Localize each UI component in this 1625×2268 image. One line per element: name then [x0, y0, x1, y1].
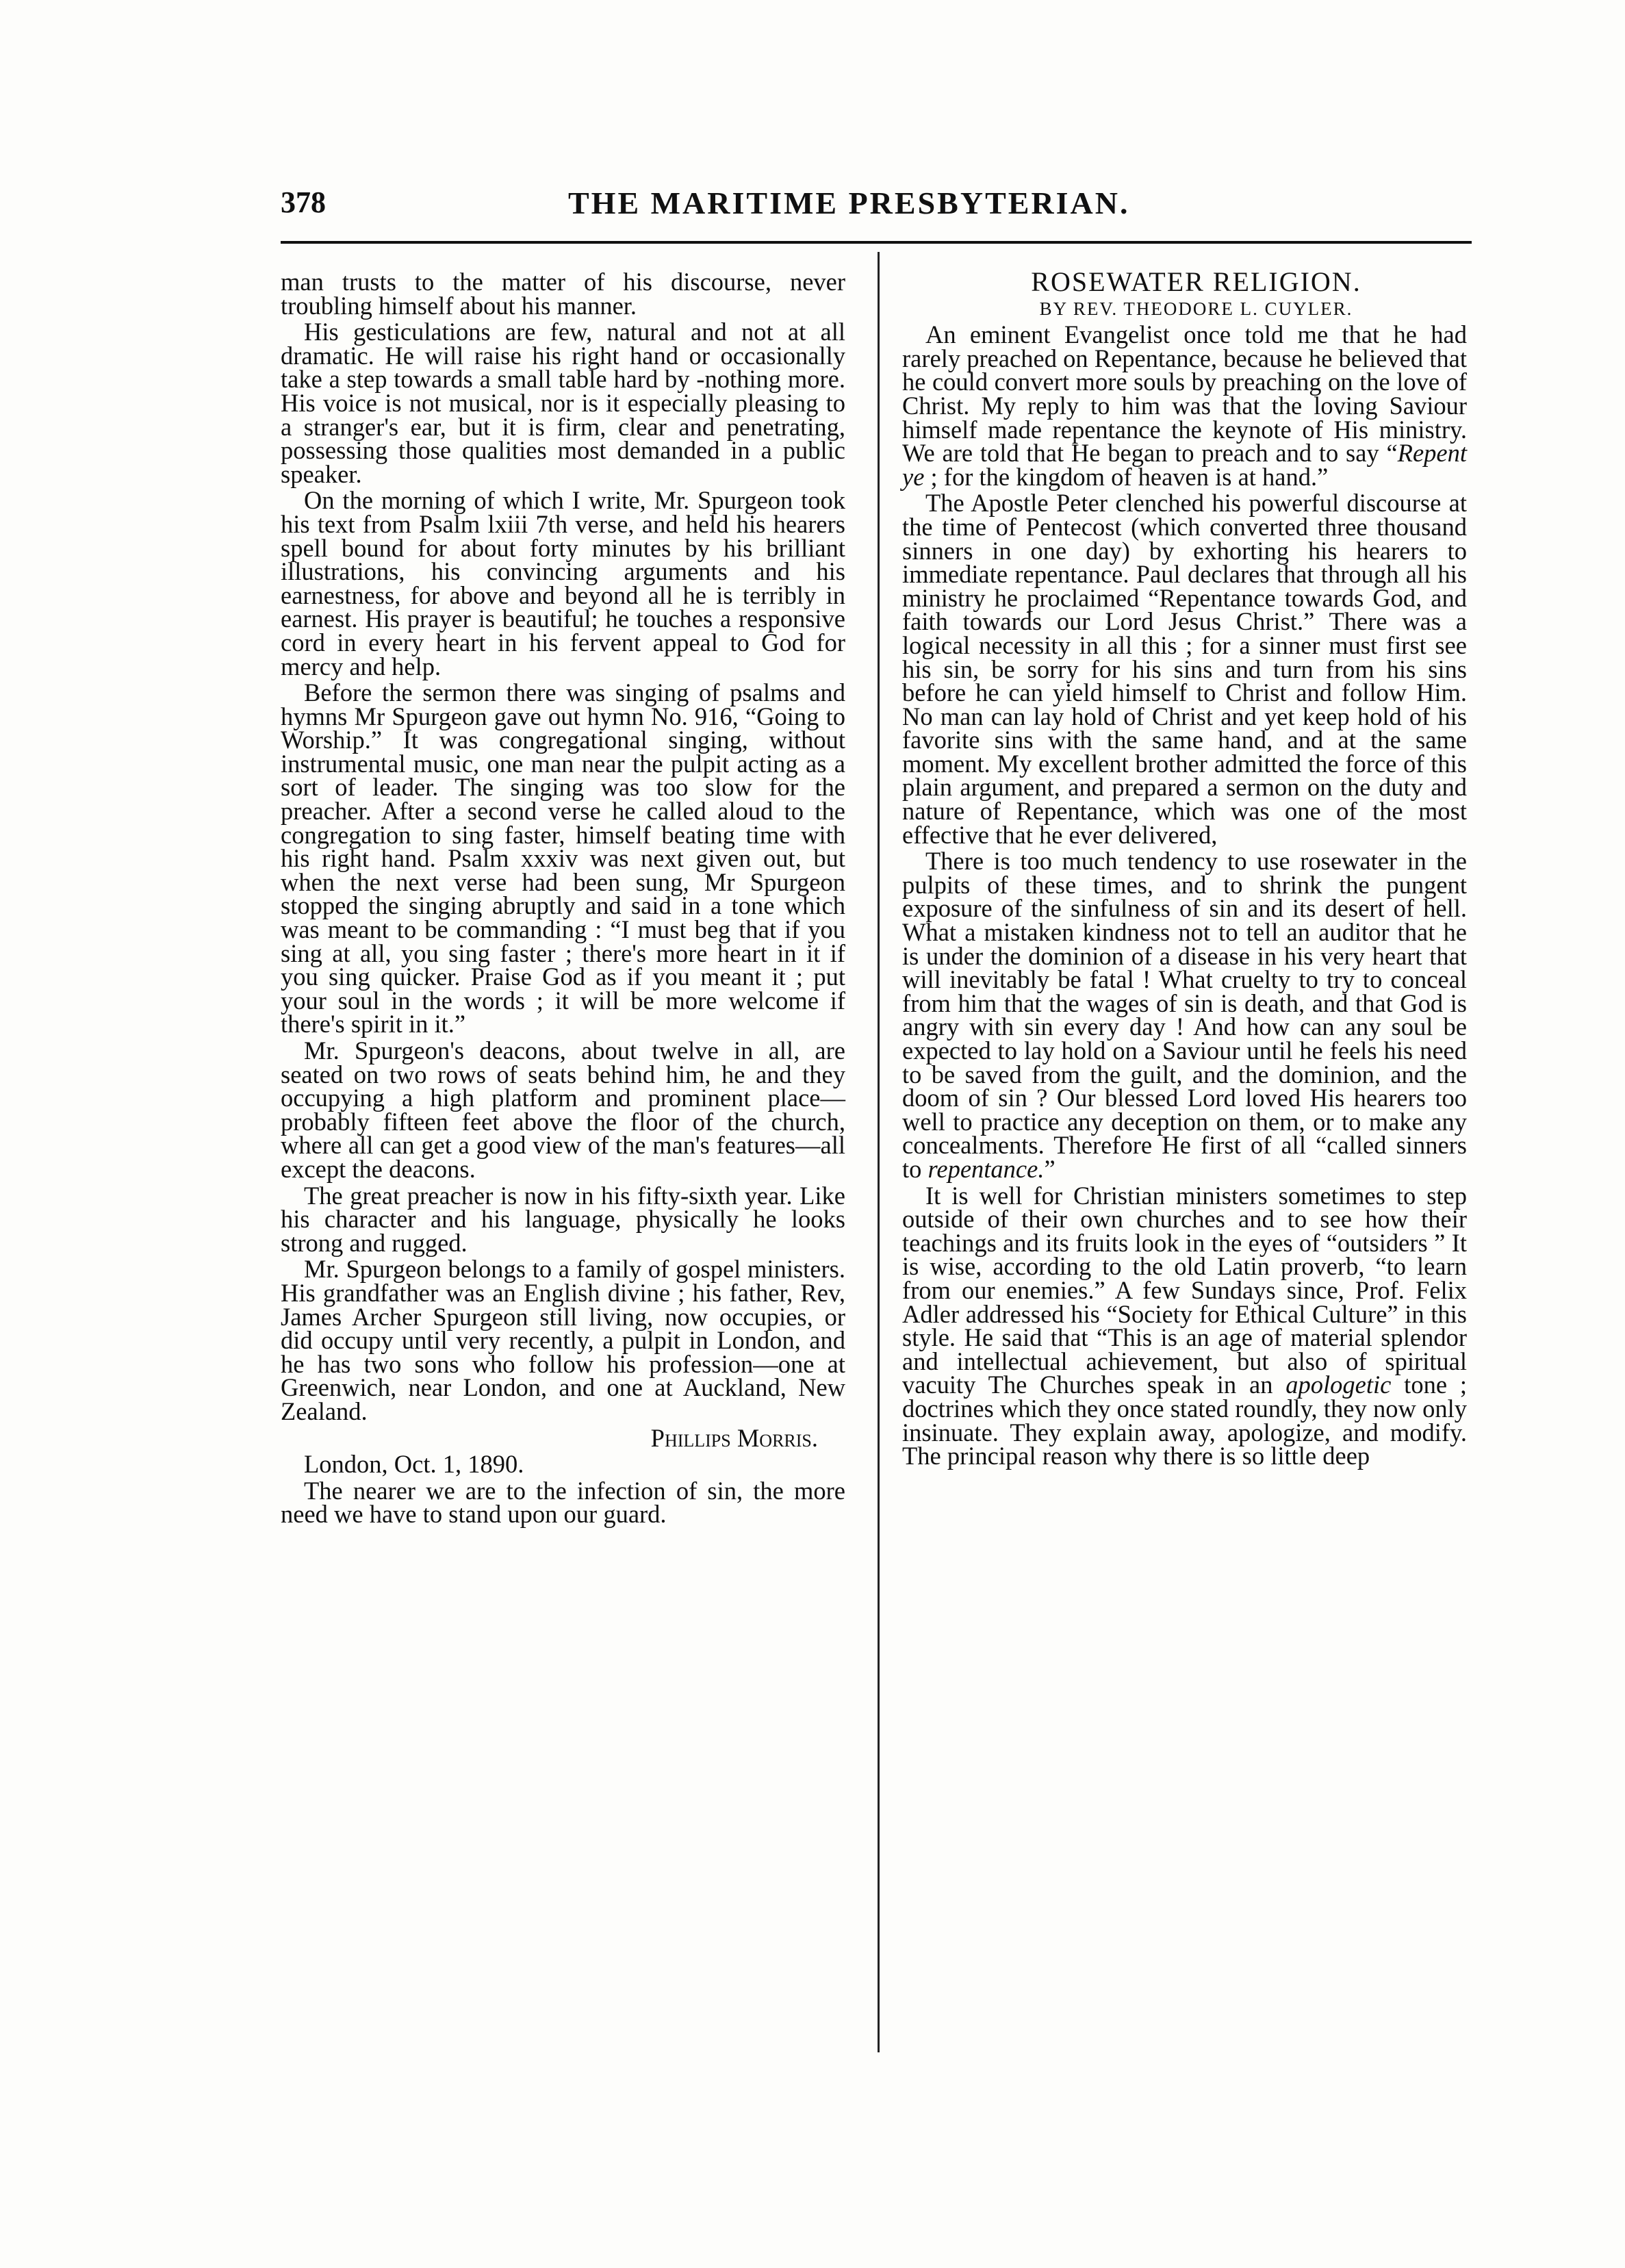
author-signature: Phillips Morris.	[650, 1423, 818, 1452]
page-number: 378	[281, 186, 326, 219]
column-divider	[878, 252, 880, 2052]
right-column	[902, 266, 1467, 1471]
paragraph-text: It is well for Christian ministers sometimes to step outside of their own churches and to see how their teachings and its fruits look in the eyes of “outsiders ” It is wise, according to the old Latin proverb, “to learn from our enemies.” A few Sundays since, Prof. Felix Adler addressed his “Society for Ethical Culture” in this style. He said that “This is an age of material splendor and intellectual achievement, but also of spiritual vacuity The Churches speak in an	[902, 1181, 1467, 1399]
paragraph: Mr. Spurgeon's deacons, about twelve in all, are seated on two rows of seats behind him, he and they occupying a high platform and prominent place—probably fifteen feet above the floor of the church, where all can get a good view of the man's features—all except the deacons.	[281, 1036, 845, 1183]
running-title: THE MARITIME PRESBYTERIAN.	[568, 186, 1130, 220]
paragraph: On the morning of which I write, Mr. Spurgeon took his text from Psalm lxiii 7th verse, and held his hearers spell bound for about forty minutes by his brilliant illustrations, his convincing arguments and his earnestness, for above and beyond all he is terribly in earnest. His prayer is beautiful; he touches a responsive cord in every heart in his fervent appeal to God for mercy and help.	[281, 486, 845, 680]
left-column	[281, 270, 845, 1529]
paragraph: Before the sermon there was singing of psalms and hymns Mr Spurgeon gave out hymn No. 916, “Going to Worship.” It was congregational singing, without instrumental music, one man near the pulpit acting as a sort of leader. The singing was too slow for the preacher. After a second verse he called aloud to the congregation to sing faster, himself beating time with his right hand. Psalm xxxiv was next given out, but when the next verse had been sung, Mr Spurgeon stopped the singing abruptly and said in a tone which was meant to be commanding : “I must beg that if you sing at all, you sing faster ; there's more heart in it if you sing quicker. Praise God as if you meant it ; put your soul in the words ; it will be more welcome if there's spirit in it.”	[281, 678, 845, 1039]
dateline: London, Oct. 1, 1890.	[304, 1450, 524, 1479]
paragraph-text: There is too much tendency to use rosewater in the pulpits of these times, and to shrink the pungent exposure of the sinfulness of sin and its desert of hell. What a mistaken kindness not to tell an auditor that he is under the dominion of a disease in his very heart that will inevitably be fatal ! What cruelty to try to conceal from him that the wages of sin is death, and that God is angry with sin every day ! And how can any soul be expected to lay hold on a Saviour until he feels his need to be saved from the guilt, and the dominion, and the doom of sin ? Our blessed Lord loved His hearers too well to practice any deception on them, or to make any concealments. Therefore He first of all “called sinners to	[902, 847, 1467, 1183]
article-title: ROSEWATER RELIGION.	[1031, 266, 1361, 297]
paragraph-text: tone ; doctrines which they once stated roundly, they now only insinuate. They explain away, apologize, and modify. The principal reason why there is so little deep	[902, 1371, 1467, 1470]
paragraph	[902, 1181, 1467, 1470]
paragraph: The great preacher is now in his fifty-sixth year. Like his character and his language, physically he looks strong and rugged.	[281, 1181, 845, 1257]
paragraph-text: ”	[1044, 1154, 1055, 1183]
header-rule	[281, 241, 1472, 244]
page-header	[281, 185, 1472, 226]
paragraph	[902, 847, 1467, 1183]
paragraph: Mr. Spurgeon belongs to a family of gospel ministers. His grandfather was an English divine ; his father, Rev, James Archer Spurgeon still living, now occupies, or did occupy until very recently, a pulpit in London, and he has two sons who follow his profession—one at Greenwich, near London, and one at Auckland, New Zealand.	[281, 1255, 845, 1425]
paragraph	[902, 320, 1467, 491]
emphasis-text: apologetic	[1285, 1371, 1392, 1399]
closing-paragraph: The nearer we are to the infection of sin, the more need we have to stand upon our guard.	[281, 1476, 845, 1529]
paragraph: The Apostle Peter clenched his powerful discourse at the time of Pentecost (which converted three thousand sinners in one day) by exhorting his hearers to immediate repentance. Paul declares that through all his ministry he proclaimed “Repentance towards God, and faith towards our Lord Jesus Christ.” There was a logical necessity in all this ; for a sinner must first see his sin, be sorry for his sins and turn from his sins before he can yield himself to Christ and follow Him. No man can lay hold of Christ and yet keep hold of his favorite sins with the same hand, and at the same moment. My excellent brother admitted the force of this plain argument, and prepared a sermon on the duty and nature of Repentance, which was one of the most effective that he ever delivered,	[902, 489, 1467, 849]
paragraph: His gesticulations are few, natural and not at all dramatic. He will raise his right hand or occasionally take a step towards a small table hard by -nothing more. His voice is not musical, nor is it especially pleasing to a stranger's ear, but it is firm, clear and penetrating, possessing those qualities most demanded in a public speaker.	[281, 318, 845, 488]
paragraph-text: An eminent Evangelist once told me that he had rarely preached on Repentance, because he believed that he could convert more souls by preaching on the love of Christ. My reply to him was that the loving Saviour himself made repentance the keynote of His ministry. We are told that He began to preach and to say “	[902, 320, 1467, 468]
emphasis-text: repentance.	[927, 1154, 1045, 1183]
article-byline: BY REV. THEODORE L. CUYLER.	[1039, 298, 1353, 319]
paragraph-text: ; for the kingdom of heaven is at hand.”	[924, 462, 1329, 491]
paragraph: man trusts to the matter of his discourse, never troubling himself about his manner.	[281, 268, 845, 320]
emphasis-text: Repent ye	[902, 439, 1467, 491]
